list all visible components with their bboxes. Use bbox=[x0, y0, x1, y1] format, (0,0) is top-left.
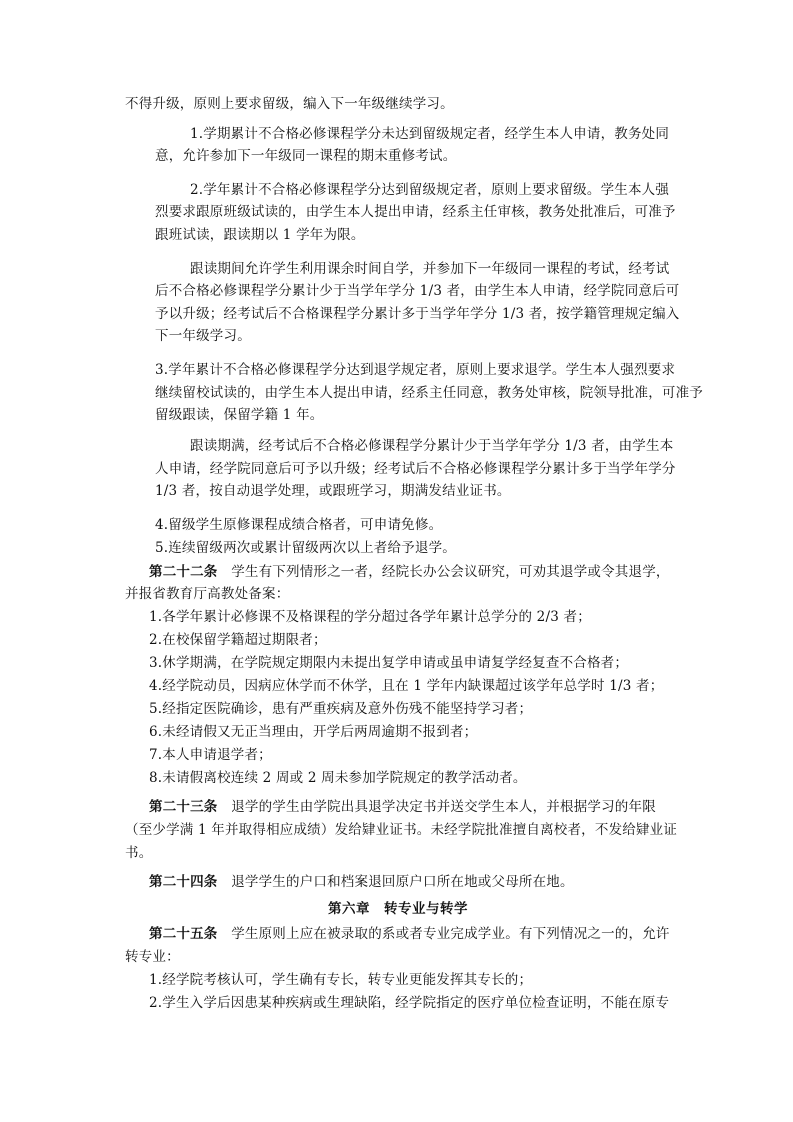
text-line: 2.学生入学后因患某种疾病或生理缺陷，经学院指定的医疗单位检查证明，不能在原专 bbox=[149, 995, 670, 1011]
text-line: 跟读期满，经考试后不合格必修课程学分累计少于当学年学分 1/3 者，由学生本 bbox=[190, 438, 674, 454]
text-line: 4.留级学生原修课程成绩合格者，可申请免修。 bbox=[155, 517, 443, 533]
text-line: 继续留校试读的，由学生本人提出申请，经系主任同意，教务处审核，院领导批准，可准予 bbox=[155, 385, 703, 401]
text-line: 2.在校保留学籍超过期限者； bbox=[149, 632, 327, 648]
text-line: 1/3 者，按自动退学处理，或跟班学习，期满发结业证书。 bbox=[155, 483, 511, 499]
text-line: 跟读期间允许学生利用课余时间自学，并参加下一年级同一课程的考试，经考试 bbox=[190, 261, 670, 277]
text-line: 予以升级；经考试后不合格课程学分累计多于当学年学分 1/3 者，按学籍管理规定编入 bbox=[155, 306, 680, 322]
text-line: 人申请，经学院同意后可予以升级；经考试后不合格必修课程学分累计多于当学年学分 bbox=[155, 461, 676, 477]
article-text: 学生原则上应在被录取的系或者专业完成学业。有下列情况之一的，允许 bbox=[231, 926, 670, 942]
text-line: 意，允许参加下一年级同一课程的期末重修考试。 bbox=[155, 148, 457, 164]
article-number: 第二十三条 bbox=[149, 799, 218, 815]
text-line: 4.经学院动员，因病应休学而不休学，且在 1 学年内缺课超过该学年总学时 1/3 者； bbox=[149, 678, 664, 694]
text-line: 跟班试读，跟读期以 1 学年为限。 bbox=[155, 227, 365, 243]
text-line: 不得升级，原则上要求留级，编入下一年级继续学习。 bbox=[125, 96, 454, 112]
chapter-heading: 第六章 转专业与转学 bbox=[328, 901, 468, 917]
text-line: 5.经指定医院确诊，患有严重疾病及意外伤残不能坚持学习者； bbox=[149, 701, 533, 717]
text-line: 后不合格必修课程学分累计少于当学年学分 1/3 者，由学生本人申请，经学院同意后可 bbox=[155, 283, 680, 299]
text-line: 2.学年累计不合格必修课程学分达到留级规定者，原则上要求留级。学生本人强 bbox=[190, 182, 670, 198]
text-line: 5.连续留级两次或累计留级两次以上者给予退学。 bbox=[155, 540, 456, 556]
article-24-line bbox=[149, 873, 574, 891]
article-number: 第二十四条 bbox=[149, 874, 218, 890]
article-number: 第二十二条 bbox=[149, 564, 218, 580]
article-text: 退学的学生由学院出具退学决定书并送交学生本人，并根据学习的年限 bbox=[231, 799, 656, 815]
text-line: （至少学满 1 年并取得相应成绩）发给肄业证书。未经学院批准擅自离校者，不发给肄业证 bbox=[125, 822, 678, 838]
article-number: 第二十五条 bbox=[149, 926, 218, 942]
article-25-line bbox=[149, 925, 670, 943]
text-line: 并报省教育厅高教处备案： bbox=[125, 586, 290, 602]
text-line: 3.学年累计不合格必修课程学分达到退学规定者，原则上要求退学。学生本人强烈要求 bbox=[155, 362, 676, 378]
text-line: 烈要求跟原班级试读的，由学生本人提出申请，经系主任审核，教务处批准后，可准予 bbox=[155, 204, 676, 220]
text-line: 书。 bbox=[125, 845, 153, 861]
article-text: 学生有下列情形之一者，经院长办公会议研究，可劝其退学或令其退学， bbox=[231, 564, 670, 580]
text-line: 1.学期累计不合格必修课程学分未达到留级规定者，经学生本人申请，教务处同 bbox=[190, 126, 670, 142]
text-line: 下一年级学习。 bbox=[155, 328, 251, 344]
article-23-line bbox=[149, 798, 656, 816]
text-line: 转专业： bbox=[125, 949, 180, 965]
text-line: 6.未经请假又无正当理由，开学后两周逾期不报到者； bbox=[149, 724, 478, 740]
article-22-line bbox=[149, 563, 670, 581]
article-text: 退学学生的户口和档案退回原户口所在地或父母所在地。 bbox=[231, 874, 574, 890]
text-line: 3.休学期满，在学院规定期限内未提出复学申请或虽申请复学经复查不合格者； bbox=[149, 655, 629, 671]
text-line: 1.经学院考核认可，学生确有专长，转专业更能发挥其专长的； bbox=[149, 972, 533, 988]
text-line: 留级跟读，保留学籍 1 年。 bbox=[155, 407, 324, 423]
text-line: 1.各学年累计必修课不及格课程的学分超过各学年累计总学分的 2/3 者； bbox=[149, 609, 591, 625]
text-line: 7.本人申请退学者； bbox=[149, 747, 272, 763]
text-line: 8.未请假离校连续 2 周或 2 周未参加学院规定的教学活动者。 bbox=[149, 770, 527, 786]
